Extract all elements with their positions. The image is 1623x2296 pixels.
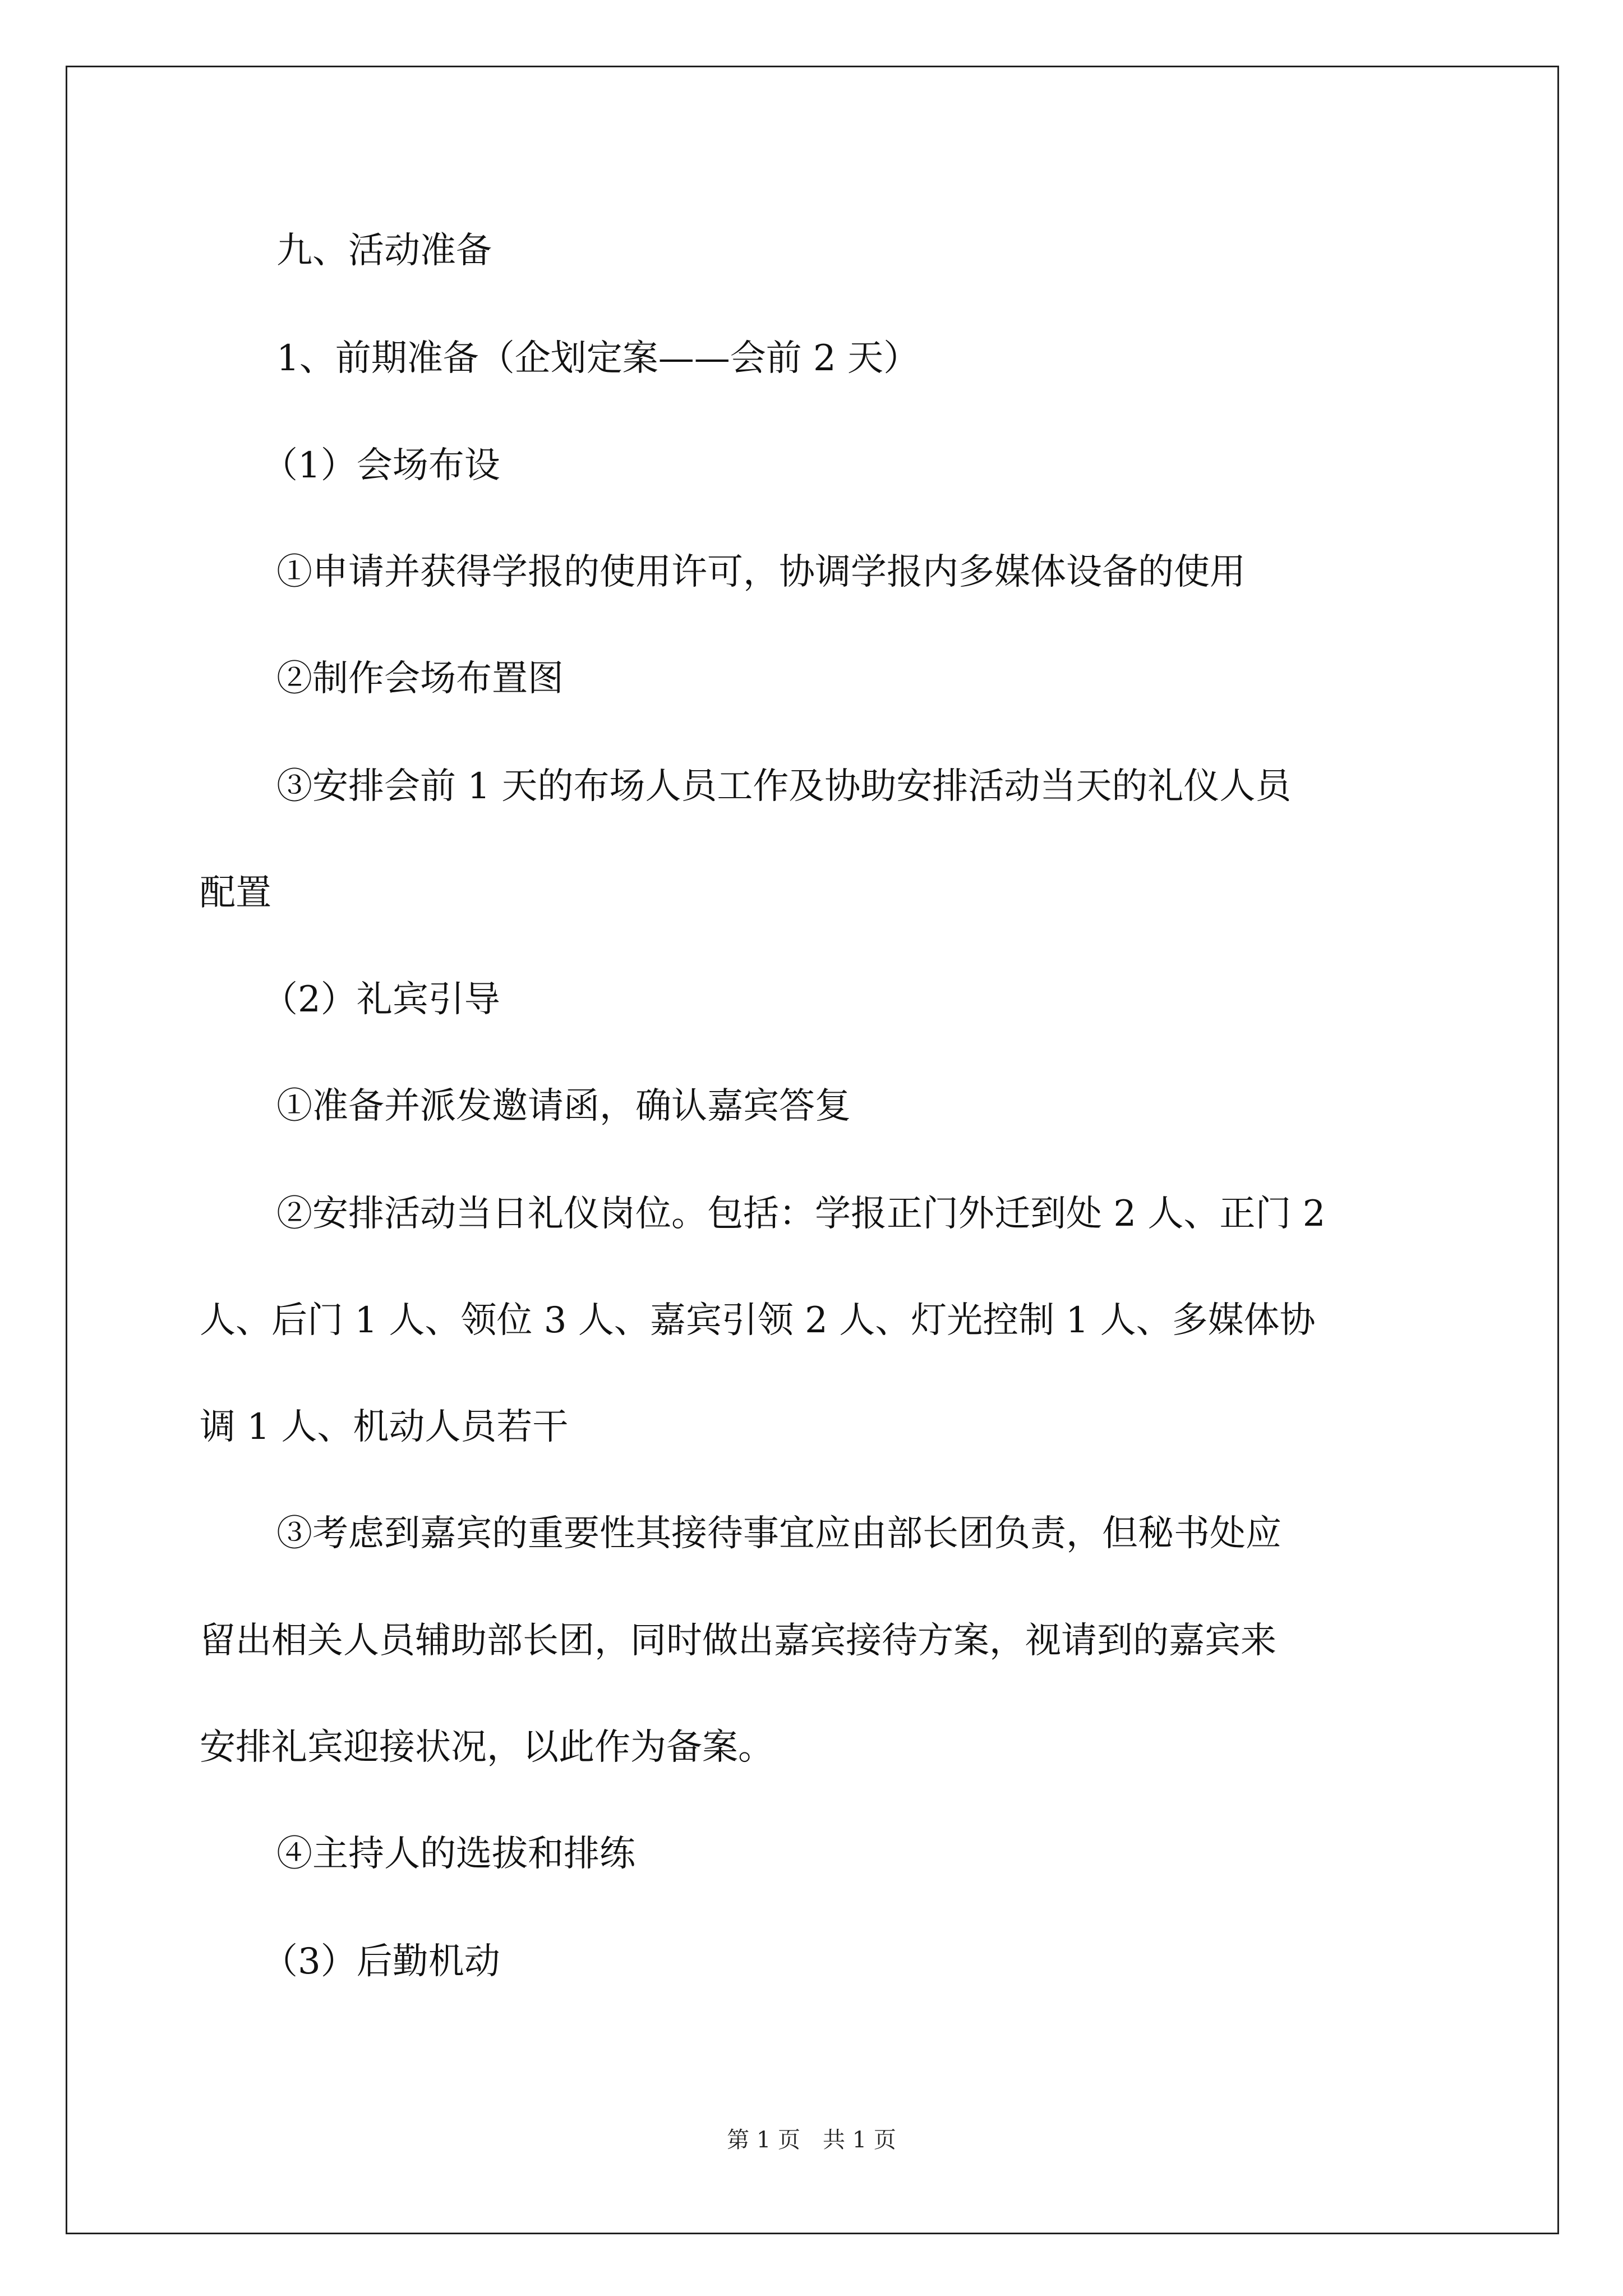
list-item-continuation: 安排礼宾迎接状况，以此作为备案。 xyxy=(200,1727,774,1768)
item-heading: （3）后勤机动 xyxy=(262,1941,500,1982)
list-item: ③安排会前 1 天的布场人员工作及协助安排活动当天的礼仪人员 xyxy=(276,766,1292,807)
list-item-continuation: 配置 xyxy=(200,872,271,914)
page-border xyxy=(66,66,1559,2234)
list-item-continuation: 调 1 人、机动人员若干 xyxy=(200,1406,569,1448)
section-heading: 九、活动准备 xyxy=(276,230,492,272)
list-item: ③考虑到嘉宾的重要性其接待事宜应由部长团负责，但秘书处应 xyxy=(276,1513,1281,1554)
list-item-continuation: 留出相关人员辅助部长团，同时做出嘉宾接待方案，视请到的嘉宾来 xyxy=(200,1620,1276,1662)
list-item: ①申请并获得学报的使用许可，协调学报内多媒体设备的使用 xyxy=(276,551,1246,593)
item-heading: （1）会场布设 xyxy=(262,445,500,486)
list-item: ②安排活动当日礼仪岗位。包括：学报正门外迁到处 2 人、正门 2 xyxy=(276,1193,1326,1235)
list-item-continuation: 人、后门 1 人、领位 3 人、嘉宾引领 2 人、灯光控制 1 人、多媒体协 xyxy=(200,1300,1316,1341)
item-heading: （2）礼宾引导 xyxy=(262,979,500,1020)
page-number: 第 1 页 共 1 页 xyxy=(727,2127,896,2153)
subsection-heading: 1、前期准备（企划定案——会前 2 天） xyxy=(276,338,920,379)
list-item: ④主持人的选拔和排练 xyxy=(276,1833,635,1875)
list-item: ②制作会场布置图 xyxy=(276,658,564,700)
list-item: ①准备并派发邀请函，确认嘉宾答复 xyxy=(276,1085,851,1127)
